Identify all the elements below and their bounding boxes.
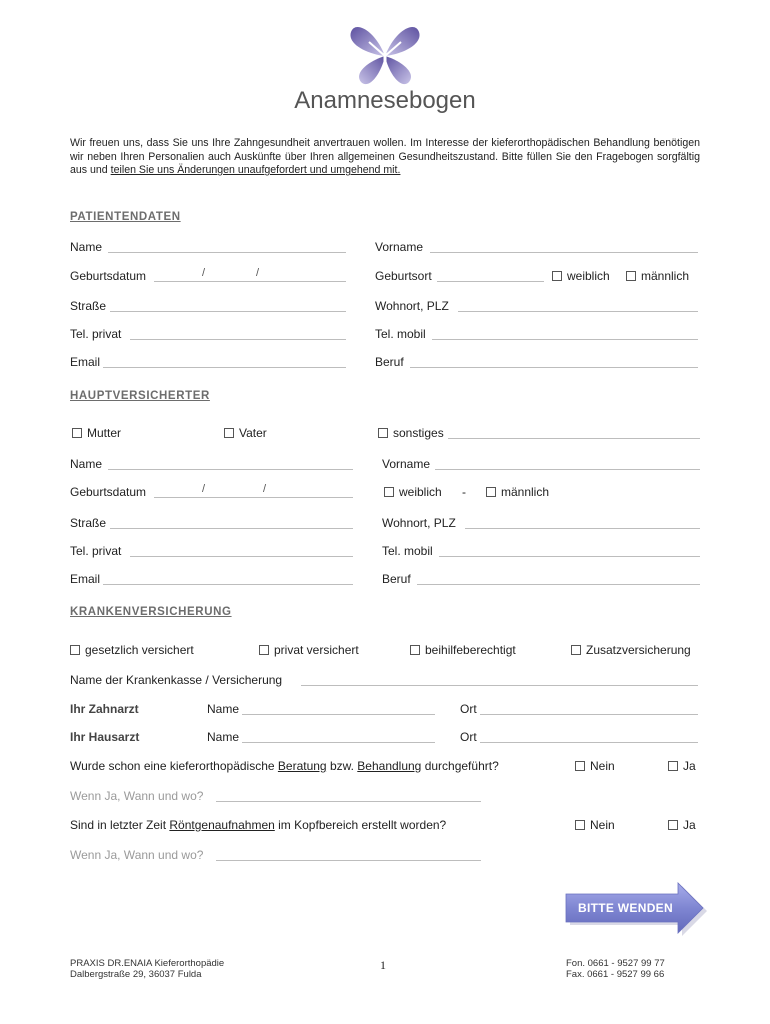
footer-fax: Fax. 0661 - 9527 99 66 (566, 969, 665, 980)
checkbox-icon (70, 645, 80, 655)
name-field[interactable] (108, 252, 346, 253)
geburtsdatum-field[interactable] (154, 497, 353, 498)
label-hausarzt-name: Name (207, 730, 240, 744)
name-field[interactable] (108, 469, 353, 470)
krankenkasse-field[interactable] (301, 685, 698, 686)
roentgen-ja-checkbox[interactable]: Ja (668, 818, 696, 832)
bitte-wenden-label: BITTE WENDEN (578, 901, 673, 915)
footer-practice: PRAXIS DR.ENAIA Kieferorthopädie (70, 958, 225, 969)
page-number: 1 (380, 958, 386, 972)
label-zahnarzt-name: Name (207, 702, 240, 716)
question-beratung: Wurde schon eine kieferorthopädische Beratung bzw. Behandlung durchgeführt? (70, 759, 499, 773)
strasse-field[interactable] (110, 528, 353, 529)
section-hauptversicherter: HAUPTVERSICHERTER (70, 390, 210, 402)
butterfly-logo (345, 20, 425, 90)
checkbox-icon (486, 487, 496, 497)
gesetzlich-checkbox[interactable]: gesetzlich versichert (70, 643, 194, 657)
checkbox-icon (384, 487, 394, 497)
privat-checkbox[interactable]: privat versichert (259, 643, 359, 657)
email-field[interactable] (103, 367, 346, 368)
label-strasse: Straße (70, 299, 107, 313)
label-zahnarzt-ort: Ort (460, 702, 477, 716)
beratung-ja-checkbox[interactable]: Ja (668, 759, 696, 773)
footer-contact (566, 958, 665, 980)
label-email: Email (70, 572, 101, 586)
checkbox-icon (378, 428, 388, 438)
label-tel-mobil: Tel. mobil (382, 544, 433, 558)
checkbox-icon (410, 645, 420, 655)
checkbox-icon (552, 271, 562, 281)
label-krankenkasse: Name der Krankenkasse / Versicherung (70, 673, 283, 687)
geburtsort-field[interactable] (437, 281, 544, 282)
label-email: Email (70, 355, 101, 369)
checkbox-icon (224, 428, 234, 438)
label-geburtsdatum: Geburtsdatum (70, 269, 147, 283)
label-name: Name (70, 240, 103, 254)
weiblich-checkbox[interactable]: weiblich (384, 485, 442, 499)
label-beruf: Beruf (375, 355, 404, 369)
tel-privat-field[interactable] (130, 556, 353, 557)
tel-mobil-field[interactable] (439, 556, 700, 557)
beihilfe-checkbox[interactable]: beihilfeberechtigt (410, 643, 516, 657)
zusatz-checkbox[interactable]: Zusatzversicherung (571, 643, 691, 657)
section-patientendaten: PATIENTENDATEN (70, 211, 181, 223)
checkbox-icon (259, 645, 269, 655)
footer-phone: Fon. 0661 - 9527 99 77 (566, 958, 665, 969)
zahnarzt-name-field[interactable] (242, 714, 435, 715)
tel-mobil-field[interactable] (432, 339, 698, 340)
label-wohnort: Wohnort, PLZ (375, 299, 449, 313)
checkbox-icon (668, 820, 678, 830)
label-zahnarzt: Ihr Zahnarzt (70, 702, 139, 716)
email-field[interactable] (103, 584, 353, 585)
wenn-ja-field-2[interactable] (216, 860, 481, 861)
wenn-ja-field-1[interactable] (216, 801, 481, 802)
page-title: Anamnesebogen (294, 87, 476, 114)
vater-checkbox[interactable]: Vater (224, 426, 267, 440)
separator-dash: - (462, 485, 466, 499)
tel-privat-field[interactable] (130, 339, 346, 340)
checkbox-icon (72, 428, 82, 438)
label-vorname: Vorname (382, 457, 431, 471)
beratung-nein-checkbox[interactable]: Nein (575, 759, 615, 773)
zahnarzt-ort-field[interactable] (480, 714, 698, 715)
footer-street: Dalbergstraße 29, 36037 Fulda (70, 969, 202, 980)
checkbox-icon (668, 761, 678, 771)
mutter-checkbox[interactable]: Mutter (72, 426, 121, 440)
vorname-field[interactable] (430, 252, 698, 253)
label-wohnort: Wohnort, PLZ (382, 516, 456, 530)
label-strasse: Straße (70, 516, 107, 530)
label-geburtsdatum: Geburtsdatum (70, 485, 147, 499)
hausarzt-name-field[interactable] (242, 742, 435, 743)
question-roentgen: Sind in letzter Zeit Röntgenaufnahmen im Kopfbereich erstellt worden? (70, 818, 447, 832)
label-wenn-ja-1: Wenn Ja, Wann und wo? (70, 789, 204, 803)
bitte-wenden-button[interactable] (562, 880, 708, 936)
label-hausarzt-ort: Ort (460, 730, 477, 744)
roentgen-nein-checkbox[interactable]: Nein (575, 818, 615, 832)
label-tel-privat: Tel. privat (70, 327, 122, 341)
label-wenn-ja-2: Wenn Ja, Wann und wo? (70, 848, 204, 862)
label-tel-privat: Tel. privat (70, 544, 122, 558)
label-geburtsort: Geburtsort (375, 269, 432, 283)
section-krankenversicherung: KRANKENVERSICHERUNG (70, 606, 232, 618)
vorname-field[interactable] (435, 469, 700, 470)
label-vorname: Vorname (375, 240, 424, 254)
checkbox-icon (626, 271, 636, 281)
sonstiges-checkbox[interactable]: sonstiges (378, 426, 444, 440)
strasse-field[interactable] (110, 311, 346, 312)
checkbox-icon (571, 645, 581, 655)
beruf-field[interactable] (410, 367, 698, 368)
geburtsdatum-field[interactable] (154, 281, 346, 282)
weiblich-checkbox[interactable]: weiblich (552, 269, 610, 283)
label-tel-mobil: Tel. mobil (375, 327, 426, 341)
wohnort-field[interactable] (465, 528, 700, 529)
hausarzt-ort-field[interactable] (480, 742, 698, 743)
beruf-field[interactable] (417, 584, 700, 585)
sonstiges-field[interactable] (448, 438, 700, 439)
checkbox-icon (575, 761, 585, 771)
intro-text: Wir freuen uns, dass Sie uns Ihre Zahngesundheit anvertrauen wollen. Im Interesse der kieferorthopädischen Behandlung benötigen wir neben Ihren Personalien auch Auskünfte über Ihren allgemeinen Gesundheitszustand. Bitte füllen Sie den Fragebogen sorgfältig aus und teilen Sie uns Änderungen unaufgefordert und umgehend mit. (70, 137, 700, 177)
label-beruf: Beruf (382, 572, 411, 586)
label-hausarzt: Ihr Hausarzt (70, 730, 140, 744)
label-name: Name (70, 457, 103, 471)
maennlich-checkbox[interactable]: männlich (626, 269, 689, 283)
wohnort-field[interactable] (458, 311, 698, 312)
footer-address (70, 958, 224, 980)
maennlich-checkbox[interactable]: männlich (486, 485, 549, 499)
checkbox-icon (575, 820, 585, 830)
